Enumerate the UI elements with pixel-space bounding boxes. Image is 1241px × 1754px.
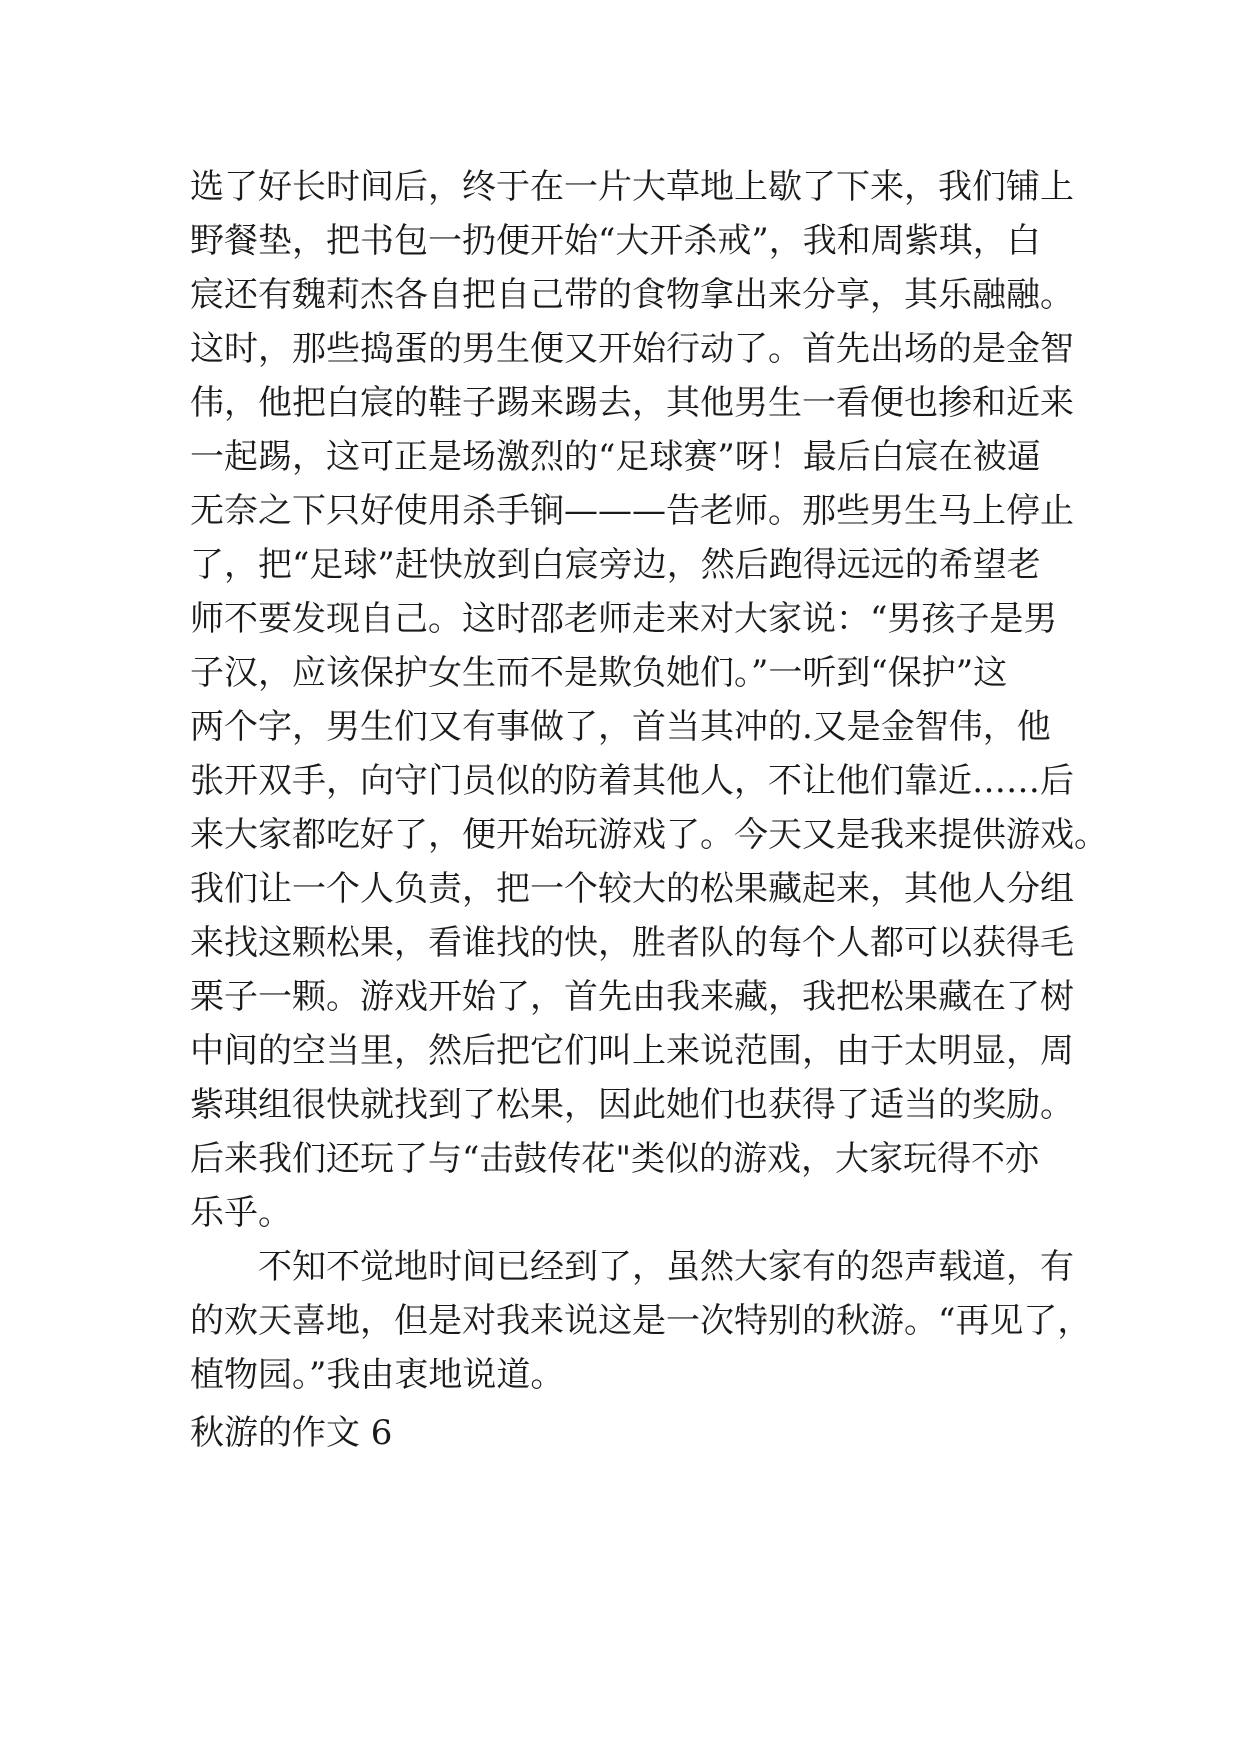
text-line: 野餐垫，把书包一扔便开始“大开杀戒”，我和周紫琪，白: [190, 221, 1041, 261]
document-body: [190, 160, 1108, 1460]
text-line: 不知不觉地时间已经到了，虽然大家有的怨声载道，有: [258, 1247, 1074, 1287]
text-line: 子汉，应该保护女生而不是欺负她们。”一听到“保护”这: [190, 653, 1008, 693]
text-line: 来找这颗松果，看谁找的快，胜者队的每个人都可以获得毛: [190, 923, 1074, 963]
paragraph-1: [190, 160, 1108, 1240]
text-line: 师不要发现自己。这时邵老师走来对大家说：“男孩子是男: [190, 599, 1058, 639]
text-line: 伟，他把白宸的鞋子踢来踢去，其他男生一看便也掺和近来: [190, 383, 1074, 423]
text-line: 我们让一个人负责，把一个较大的松果藏起来，其他人分组: [190, 869, 1074, 909]
text-line: 乐乎。: [190, 1193, 292, 1233]
text-line: 紫琪组很快就找到了松果，因此她们也获得了适当的奖励。: [190, 1085, 1074, 1125]
text-line: 宸还有魏莉杰各自把自己带的食物拿出来分享，其乐融融。: [190, 275, 1074, 315]
text-line: 两个字，男生们又有事做了，首当其冲的.又是金智伟，他: [190, 707, 1051, 747]
text-line: 一起踢，这可正是场激烈的“足球赛”呀！最后白宸在被逼: [190, 437, 1041, 477]
paragraph-2: [190, 1240, 1092, 1402]
text-line: 中间的空当里，然后把它们叫上来说范围，由于太明显，周: [190, 1031, 1074, 1071]
section-heading: 秋游的作文 6: [190, 1413, 393, 1453]
text-line: 后来我们还玩了与“击鼓传花"类似的游戏，大家玩得不亦: [190, 1139, 1040, 1179]
text-line: 张开双手，向守门员似的防着其他人，不让他们靠近……后: [190, 761, 1074, 801]
text-line: 的欢天喜地，但是对我来说这是一次特别的秋游。“再见了，: [190, 1301, 1092, 1341]
text-line: 选了好长时间后，终于在一片大草地上歇了下来，我们铺上: [190, 167, 1074, 207]
text-line: 这时，那些捣蛋的男生便又开始行动了。首先出场的是金智: [190, 329, 1074, 369]
text-line: 植物园。”我由衷地说道。: [190, 1355, 565, 1395]
text-line: 栗子一颗。游戏开始了，首先由我来藏，我把松果藏在了树: [190, 977, 1074, 1017]
text-line: 来大家都吃好了，便开始玩游戏了。今天又是我来提供游戏。: [190, 815, 1108, 855]
text-line: 了，把“足球”赶快放到白宸旁边，然后跑得远远的希望老: [190, 545, 1041, 585]
text-line: 无奈之下只好使用杀手锏———告老师。那些男生马上停止: [190, 491, 1074, 531]
